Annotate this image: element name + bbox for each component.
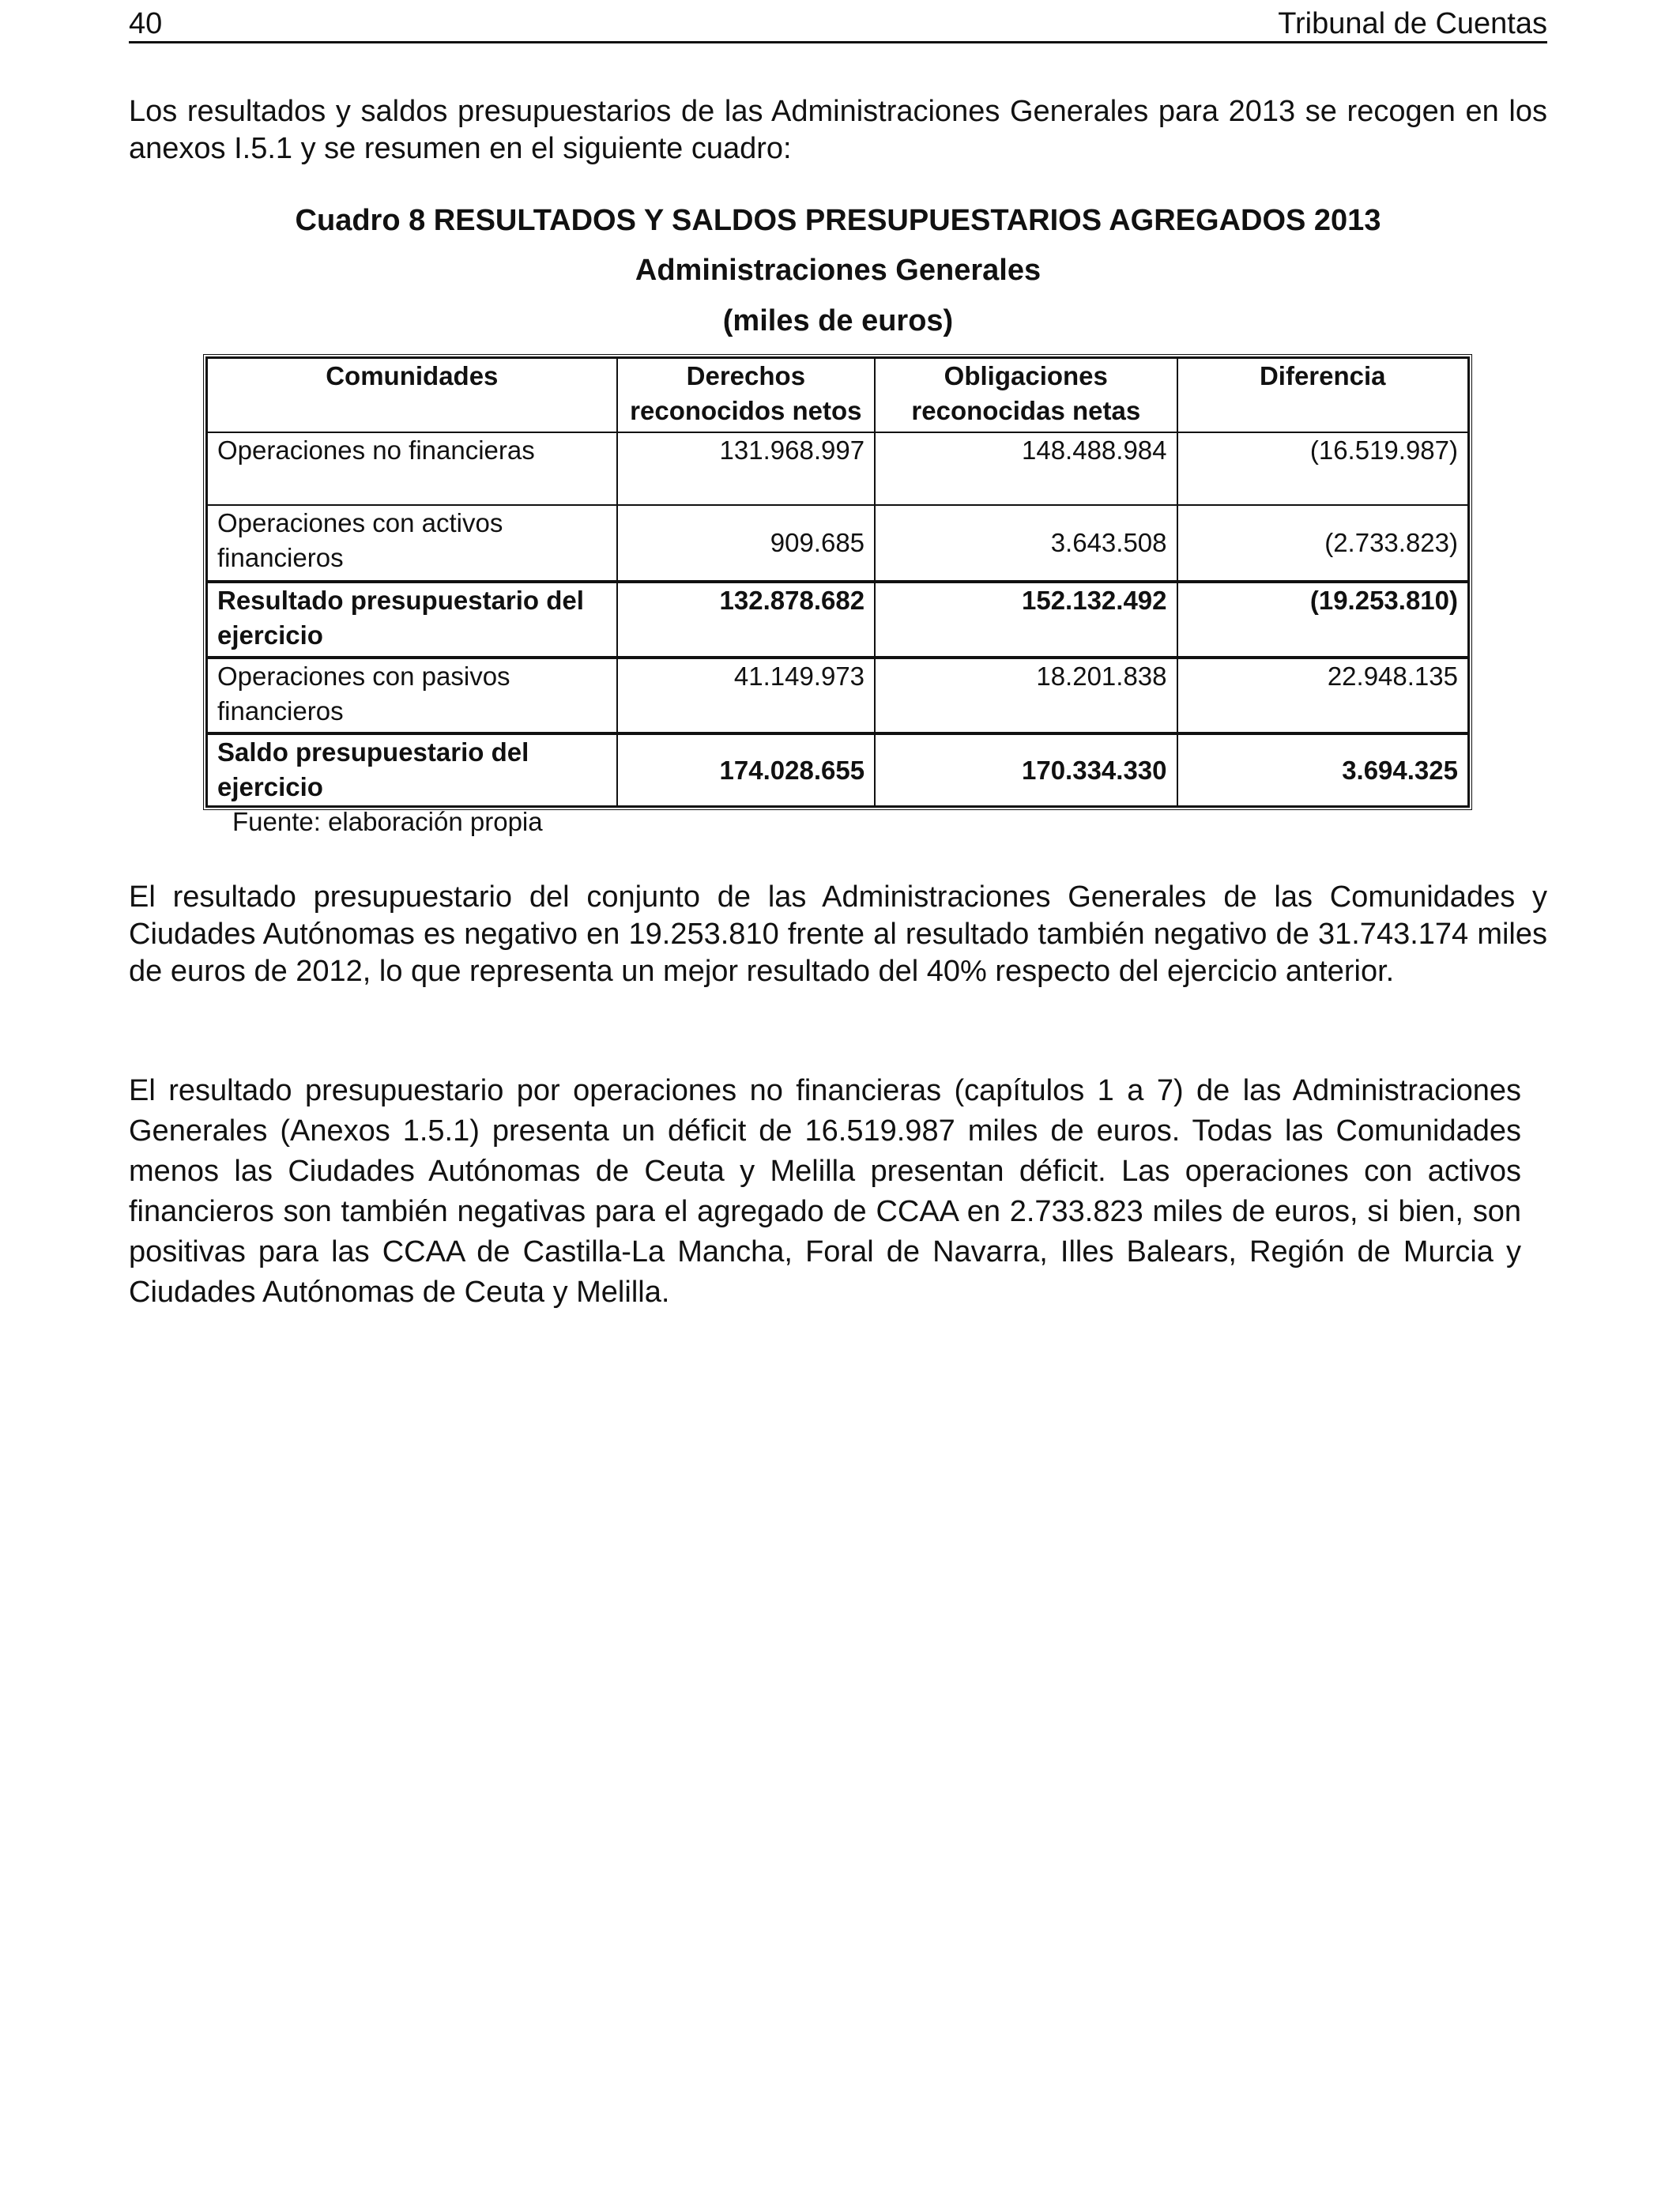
table-subtitle: Administraciones Generales	[635, 254, 1042, 287]
cell-obligaciones: 170.334.330	[875, 733, 1177, 806]
table-source-note: Fuente: elaboración propia	[232, 807, 543, 836]
page-number: 40	[129, 7, 163, 40]
body-paragraph: El resultado presupuestario del conjunto de las Administraciones Generales de las Comunidades y Ciudades Autónomas es negativo en 19.253.810 frente al resultado también negativo de 31.743.174 miles de euros de 2012, lo que representa un mejor resultado del 40% respecto del ejercicio anterior.	[129, 880, 1547, 988]
cell-diferencia: 3.694.325	[1177, 733, 1468, 806]
column-header-comunidades: Comunidades	[207, 358, 617, 432]
table-row	[207, 658, 1468, 733]
cell-derechos: 909.685	[617, 505, 875, 582]
column-header-derechos: Derechos reconocidos netos	[617, 358, 875, 432]
cell-derechos: 174.028.655	[617, 733, 875, 806]
header-organization: Tribunal de Cuentas	[1278, 7, 1547, 40]
row-label: Operaciones con activos financieros	[207, 505, 617, 582]
budget-table-frame	[203, 354, 1472, 810]
row-label: Operaciones con pasivos financieros	[207, 658, 617, 733]
cell-diferencia: (19.253.810)	[1177, 582, 1468, 658]
budget-table	[206, 357, 1469, 807]
column-header-obligaciones: Obligaciones reconocidas netas	[875, 358, 1177, 432]
cell-diferencia: (16.519.987)	[1177, 432, 1468, 505]
cell-derechos: 131.968.997	[617, 432, 875, 505]
table-row	[207, 505, 1468, 582]
table-row	[207, 582, 1468, 658]
cell-diferencia: (2.733.823)	[1177, 505, 1468, 582]
table-header-row	[207, 358, 1468, 432]
cell-obligaciones: 148.488.984	[875, 432, 1177, 505]
column-header-diferencia: Diferencia	[1177, 358, 1468, 432]
table-title: Cuadro 8 RESULTADOS Y SALDOS PRESUPUESTARIOS AGREGADOS 2013	[295, 204, 1381, 237]
cell-diferencia: 22.948.135	[1177, 658, 1468, 733]
cell-derechos: 41.149.973	[617, 658, 875, 733]
table-row	[207, 733, 1468, 806]
cell-obligaciones: 3.643.508	[875, 505, 1177, 582]
row-label: Operaciones no financieras	[207, 432, 617, 505]
body-paragraph: El resultado presupuestario por operaciones no financieras (capítulos 1 a 7) de las Administraciones Generales (Anexos 1.5.1) presenta un déficit de 16.519.987 miles de euros. Todas las Comunidades menos las Ciudades Autónomas de Ceuta y Melilla presentan déficit. Las operaciones con activos financieros son también negativas para el agregado de CCAA en 2.733.823 miles de euros, si bien, son positivas para las CCAA de Castilla-La Mancha, Foral de Navarra, Illes Balears, Región de Murcia y Ciudades Autónomas de Ceuta y Melilla.	[129, 1074, 1521, 1309]
table-row	[207, 432, 1468, 505]
intro-paragraph: Los resultados y saldos presupuestarios de las Administraciones Generales para 2013 se recogen en los anexos I.5.1 y se resumen en el siguiente cuadro:	[129, 95, 1547, 165]
row-label: Resultado presupuestario del ejercicio	[207, 582, 617, 658]
cell-derechos: 132.878.682	[617, 582, 875, 658]
row-label: Saldo presupuestario del ejercicio	[207, 733, 617, 806]
table-units: (miles de euros)	[722, 304, 954, 337]
cell-obligaciones: 152.132.492	[875, 582, 1177, 658]
cell-obligaciones: 18.201.838	[875, 658, 1177, 733]
page-header	[129, 6, 1547, 43]
